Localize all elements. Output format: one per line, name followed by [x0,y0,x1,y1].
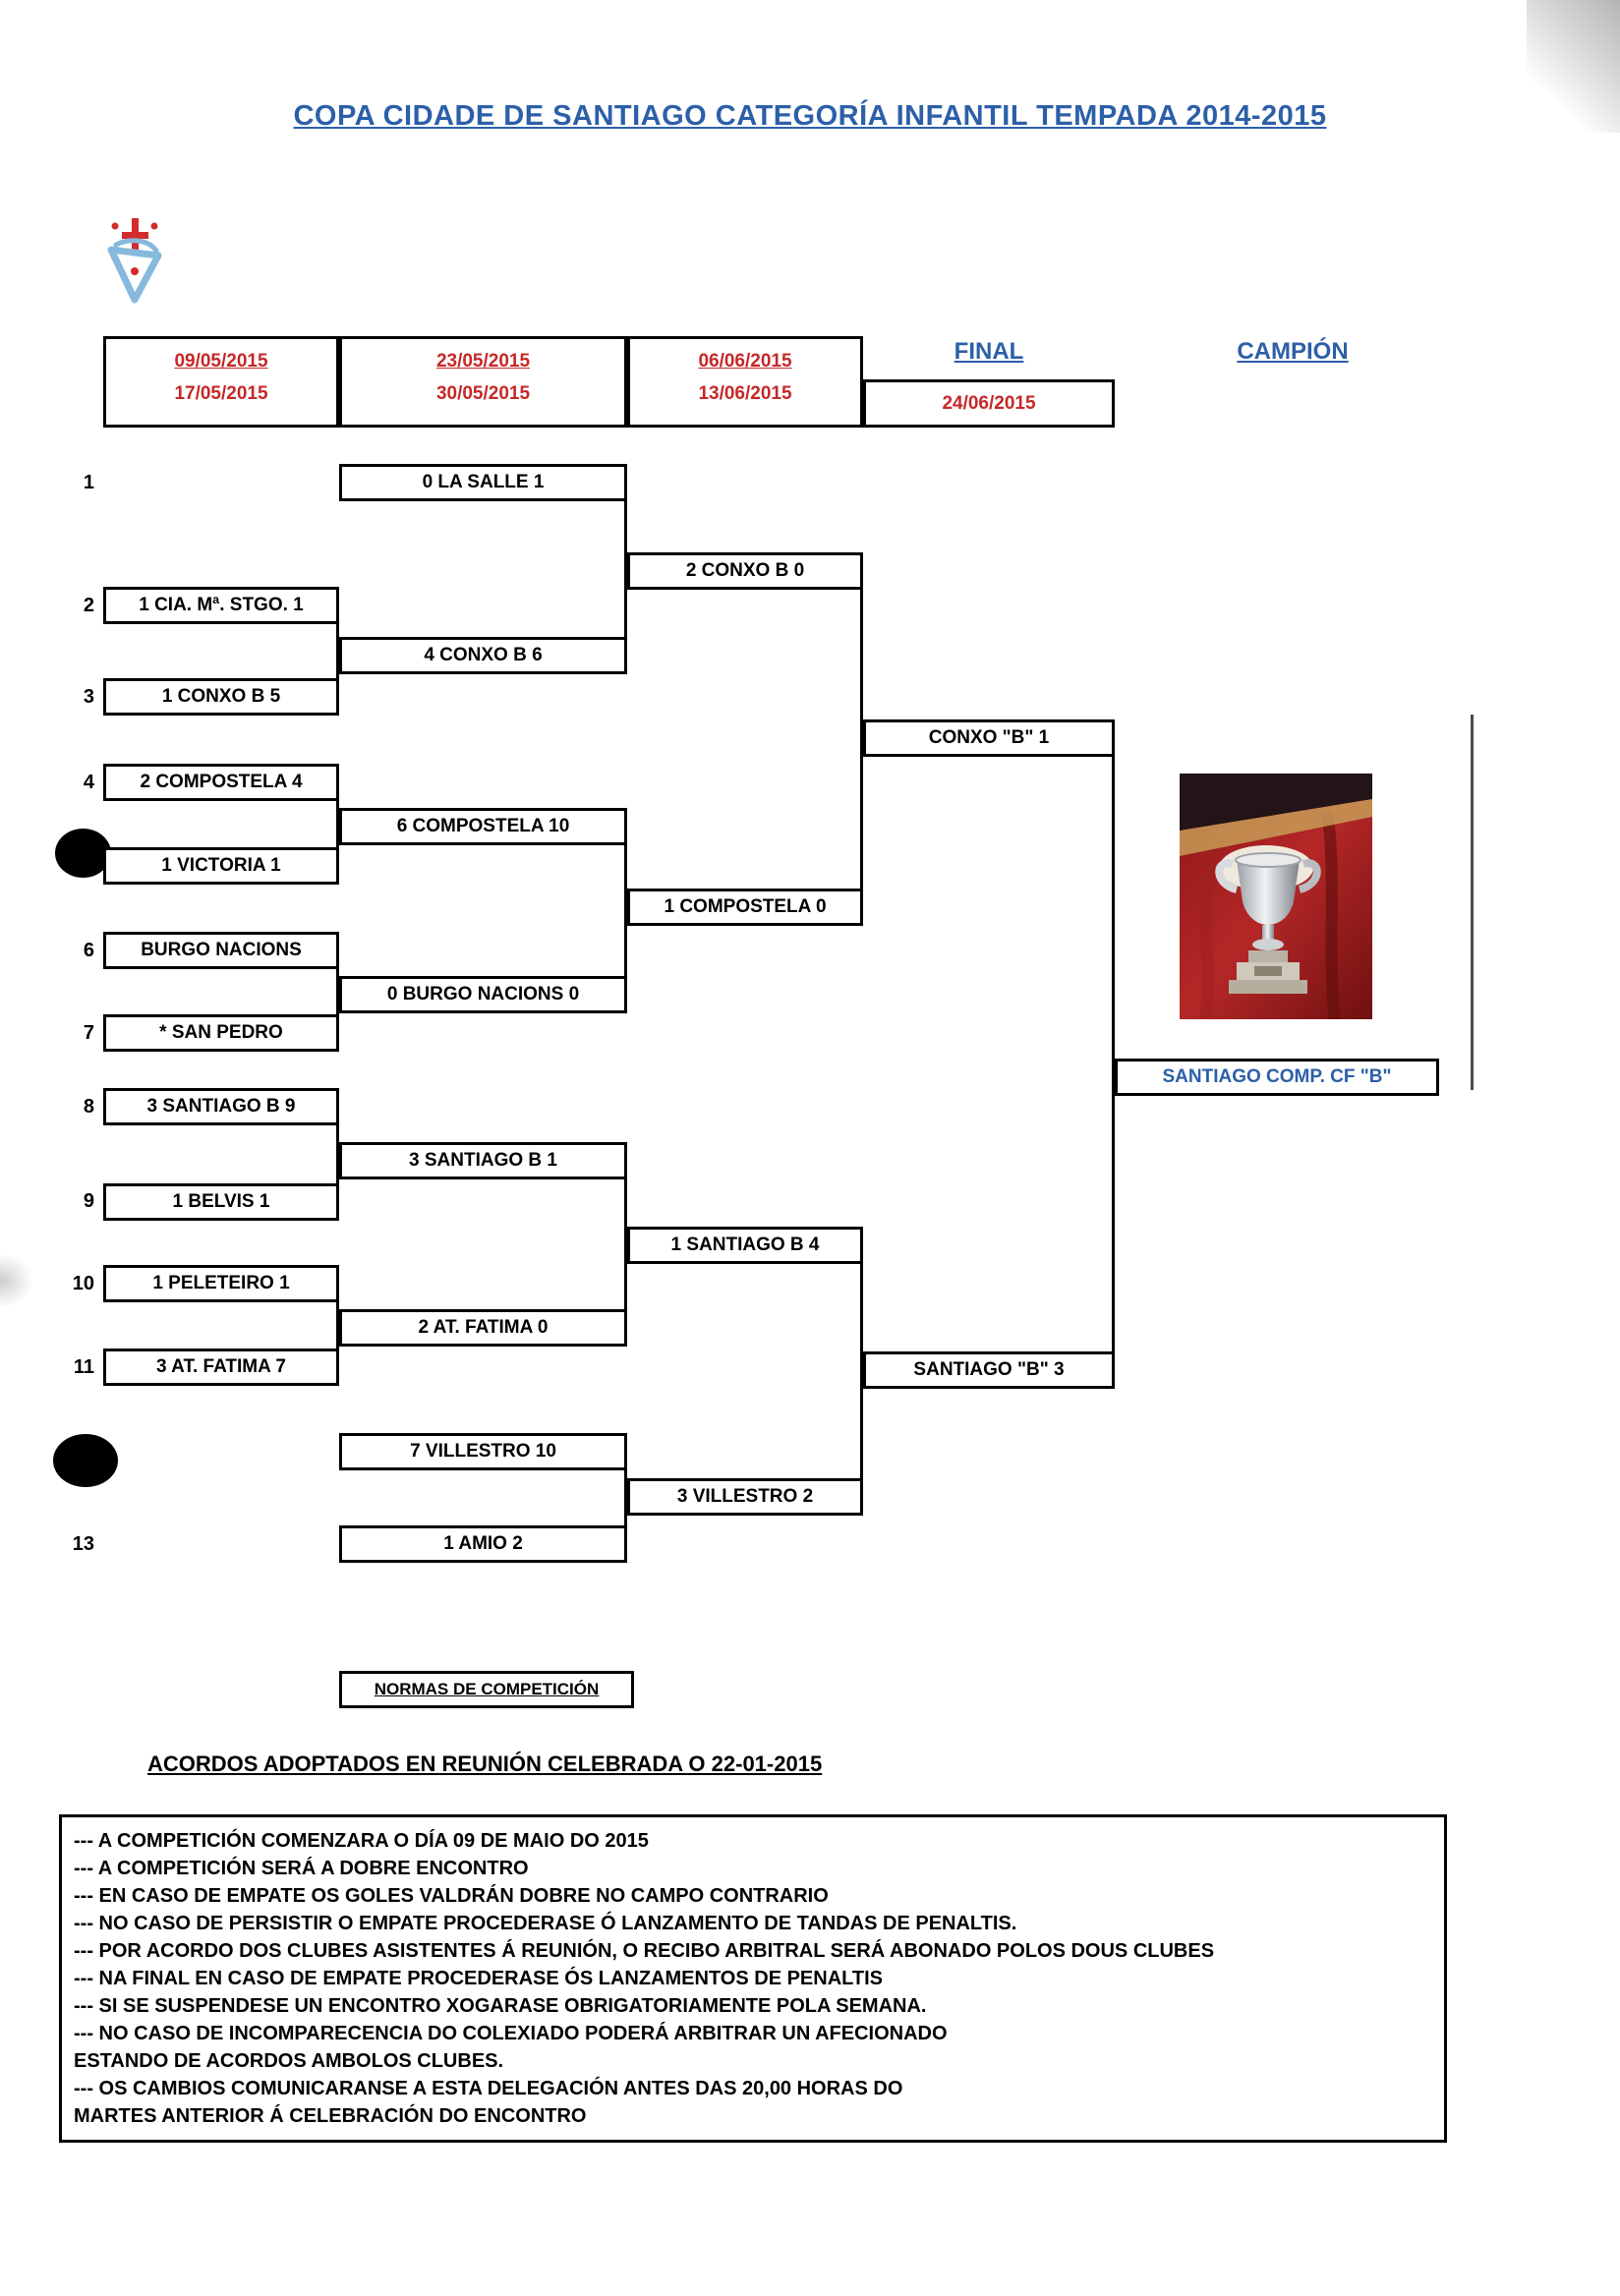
match-box-conxo-qf: 4 CONXO B 6 [339,637,627,674]
rule-line: --- POR ACORDO DOS CLUBES ASISTENTES Á REUNIÓN, O RECIBO ARBITRAL SERÁ ABONADO POLOS DOUS CLUBES [74,1940,1215,1962]
match-box-villestro-sf: 3 VILLESTRO 2 [627,1478,863,1516]
match-box-amio: 1 AMIO 2 [339,1525,627,1563]
seed-number-6: 6 [83,940,94,961]
normas-box [339,1671,634,1708]
match-box-conxo: 1 CONXO B 5 [103,678,339,716]
club-crest-logo [102,214,167,305]
match-box-fatima-qf: 2 AT. FATIMA 0 [339,1309,627,1347]
scan-edge-line [1471,715,1474,1090]
scan-smudge-left [0,1255,31,1306]
rule-line: MARTES ANTERIOR Á CELEBRACIÓN DO ENCONTRO [74,2105,587,2127]
match-box-burgo-nacions: BURGO NACIONS [103,932,339,969]
rule-line: --- OS CAMBIOS COMUNICARANSE A ESTA DELEGACIÓN ANTES DAS 20,00 HORAS DO [74,2078,903,2099]
seed-number-9: 9 [83,1190,94,1212]
rule-line: --- NO CASO DE PERSISTIR O EMPATE PROCEDERASE Ó LANZAMENTO DE TANDAS DE PENALTIS. [74,1913,1017,1934]
seed-number-2: 2 [83,595,94,616]
seed-number-7: 7 [83,1022,94,1044]
champion-box: SANTIAGO COMP. CF "B" [1115,1059,1439,1096]
round2-leg2-date: 30/05/2015 [435,383,531,404]
bracket-connector-line [1112,738,1115,1371]
round1-leg2-date: 17/05/2015 [174,383,268,404]
seed-number-10: 10 [72,1273,94,1294]
round1-leg1-date: 09/05/2015 [174,351,268,372]
seed-number-4: 4 [83,772,94,793]
match-box-burgo-qf: 0 BURGO NACIONS 0 [339,976,627,1013]
seed-number-13: 13 [72,1533,94,1555]
match-box-compostela: 2 COMPOSTELA 4 [103,764,339,801]
match-box-villestro: 7 VILLESTRO 10 [339,1433,627,1470]
final-date: 24/06/2015 [942,393,1036,414]
page-title [0,100,1620,133]
match-box-santiago-qf: 3 SANTIAGO B 1 [339,1142,627,1179]
rule-line: --- NO CASO DE INCOMPARECENCIA DO COLEXIADO PODERÁ ARBITRAR UN AFECIONADO [74,2023,948,2044]
seed-number-11: 11 [73,1356,94,1378]
dates-round1-cell [103,336,339,428]
rule-line: --- SI SE SUSPENDESE UN ENCONTRO XOGARASE OBRIGATORIAMENTE POLA SEMANA. [74,1995,927,2017]
dates-round2-cell [339,336,627,428]
final-date-box [863,379,1115,428]
seed-number-3: 3 [83,686,94,708]
seed-number-8: 8 [83,1096,94,1118]
trophy-photo [1180,774,1372,1019]
acordos-heading: ACORDOS ADOPTADOS EN REUNIÓN CELEBRADA O 22-01-2015 [147,1751,823,1776]
match-box-belvis: 1 BELVIS 1 [103,1183,339,1221]
rule-line: --- EN CASO DE EMPATE OS GOLES VALDRÁN DOBRE NO CAMPO CONTRARIO [74,1885,829,1907]
champion-label: CAMPIÓN [1237,338,1349,365]
black-dot-artifact [53,1434,118,1487]
match-box-santiago-b: 3 SANTIAGO B 9 [103,1088,339,1125]
match-box-compostela-sf: 1 COMPOSTELA 0 [627,889,863,926]
match-box-conxo-semifinal: 2 CONXO B 0 [627,552,863,590]
match-box-victoria: 1 VICTORIA 1 [103,847,339,885]
match-box-la-salle: 0 LA SALLE 1 [339,464,627,501]
match-box-peleteiro: 1 PELETEIRO 1 [103,1265,339,1302]
normas-label: NORMAS DE COMPETICIÓN [374,1680,600,1698]
final-label: FINAL [954,338,1024,365]
match-box-at-fatima: 3 AT. FATIMA 7 [103,1349,339,1386]
seed-number-1: 1 [83,472,94,493]
round2-leg1-date: 23/05/2015 [435,351,531,372]
round3-leg1-date: 06/06/2015 [698,351,792,372]
match-box-compostela-qf: 6 COMPOSTELA 10 [339,808,627,845]
match-box-san-pedro: * SAN PEDRO [103,1014,339,1052]
match-box-santiago-sf: 1 SANTIAGO B 4 [627,1227,863,1264]
match-box-conxo-finalist: CONXO "B" 1 [863,719,1115,757]
rule-line: --- A COMPETICIÓN SERÁ A DOBRE ENCONTRO [74,1858,529,1879]
rule-line: --- A COMPETICIÓN COMENZARA O DÍA 09 DE MAIO DO 2015 [74,1830,649,1852]
rule-line: --- NA FINAL EN CASO DE EMPATE PROCEDERASE ÓS LANZAMENTOS DE PENALTIS [74,1968,884,1989]
trophy-plaque [1254,966,1282,976]
rule-line: ESTANDO DE ACORDOS AMBOLOS CLUBES. [74,2050,504,2072]
rules-box [59,1814,1447,2143]
match-box-santiago-finalist: SANTIAGO "B" 3 [863,1351,1115,1389]
dates-round3-cell [627,336,863,428]
round3-leg2-date: 13/06/2015 [698,383,792,404]
match-box-cia-stgo: 1 CIA. Mª. STGO. 1 [103,587,339,624]
page-title-text: COPA CIDADE DE SANTIAGO CATEGORÍA INFANTIL TEMPADA 2014-2015 [293,100,1327,132]
